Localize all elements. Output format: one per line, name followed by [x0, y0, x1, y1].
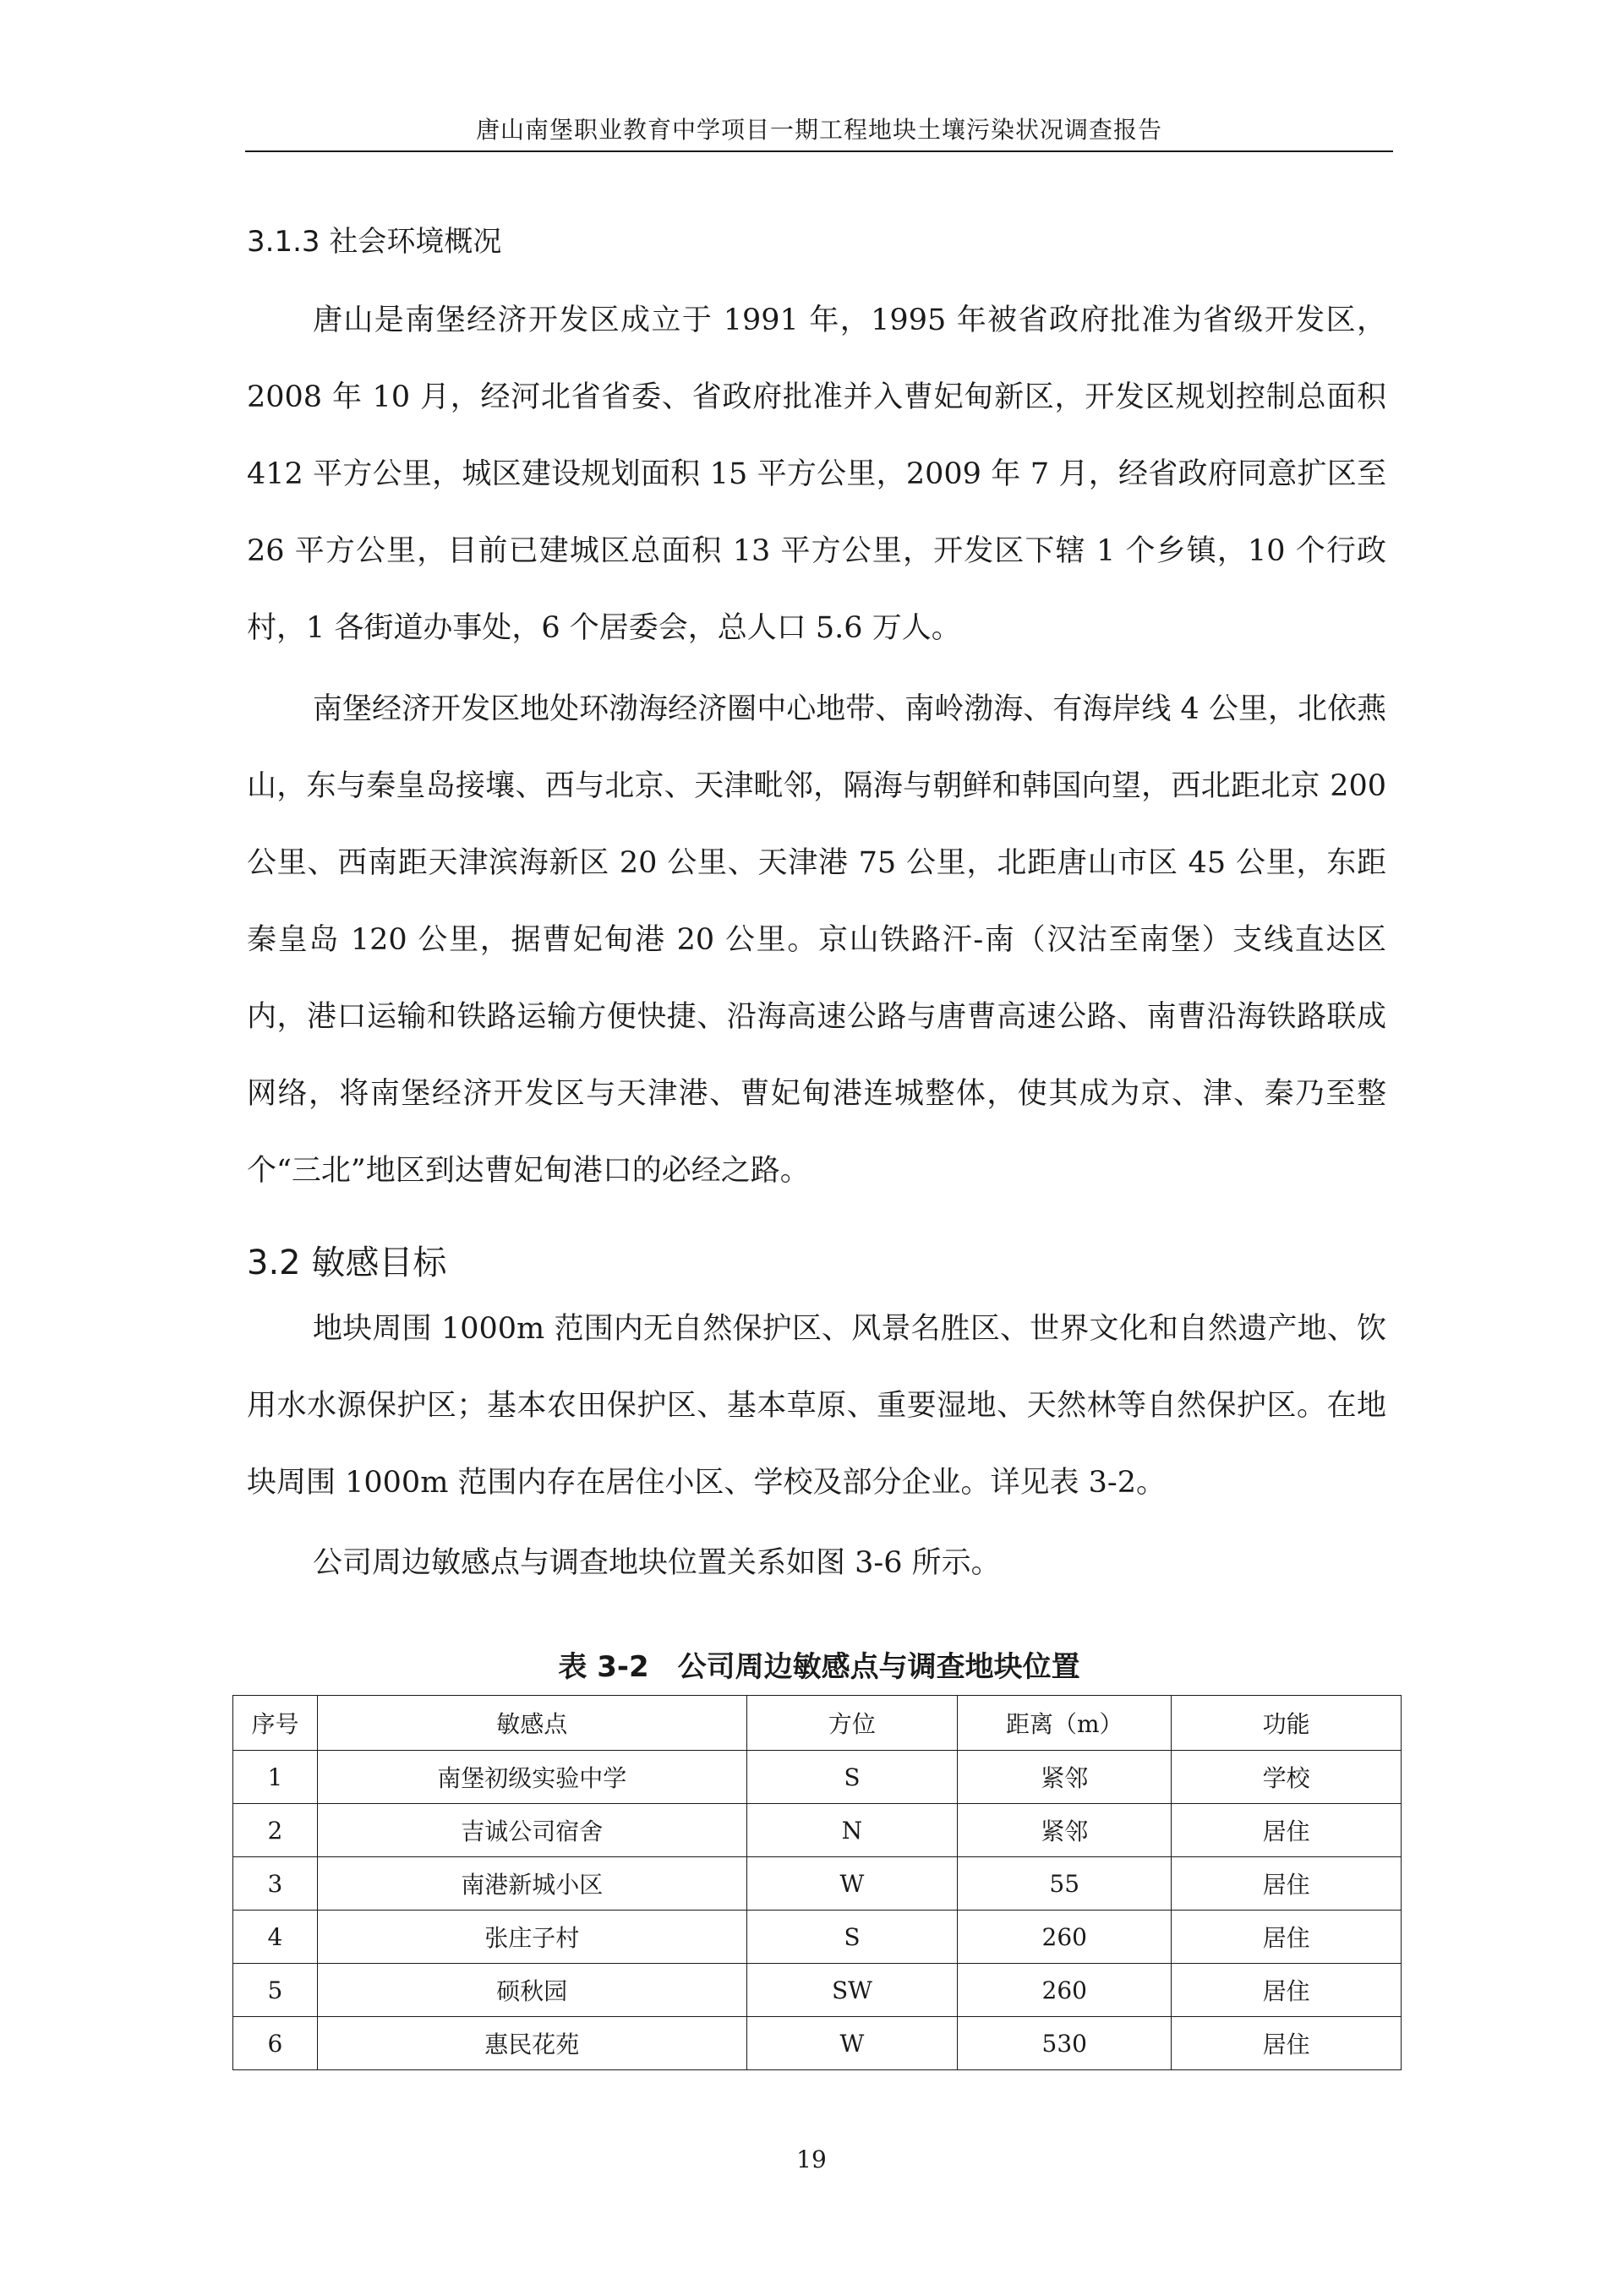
table-cell: 530	[958, 2017, 1172, 2070]
table-cell: 惠民花苑	[317, 2017, 746, 2070]
table-cell: S	[746, 1751, 958, 1804]
table-cell: 南港新城小区	[317, 1857, 746, 1911]
table-row	[233, 1857, 1402, 1911]
table-cell: 2	[233, 1804, 318, 1857]
table-row	[233, 1911, 1402, 1964]
table-cell: 1	[233, 1751, 318, 1804]
header-title: 唐山南堡职业教育中学项目一期工程地块土壤污染状况调查报告	[475, 116, 1162, 144]
table-cell: 硕秋园	[317, 1964, 746, 2017]
table-cell: SW	[746, 1964, 958, 2017]
table-cell: 3	[233, 1857, 318, 1911]
table-cell: 260	[958, 1964, 1172, 2017]
table-row	[233, 1804, 1402, 1857]
table-cell: 居住	[1172, 1911, 1402, 1964]
table-cell: 张庄子村	[317, 1911, 746, 1964]
table-cell: S	[746, 1911, 958, 1964]
table-cell: 55	[958, 1857, 1172, 1911]
table-row	[233, 2017, 1402, 2070]
table-cell: 5	[233, 1964, 318, 2017]
table-row	[233, 1964, 1402, 2017]
table-row	[233, 1751, 1402, 1804]
column-header-function: 功能	[1172, 1696, 1402, 1751]
column-header-sensitive-point: 敏感点	[317, 1696, 746, 1751]
paragraph-sensitive-targets: 地块周围 1000m 范围内无自然保护区、风景名胜区、世界文化和自然遗产地、饮用水水源保护区；基本农田保护区、基本草原、重要湿地、天然林等自然保护区。在地块周围 1000m 范围内存在居住小区、学校及部分企业。详见表 3-2。	[247, 1312, 1386, 1500]
table-cell: 居住	[1172, 1804, 1402, 1857]
table-cell: 吉诚公司宿舍	[317, 1804, 746, 1857]
table-cell: 居住	[1172, 1857, 1402, 1911]
page-number: 19	[796, 2146, 827, 2173]
table-cell: 紧邻	[958, 1804, 1172, 1857]
paragraph-figure-reference: 公司周边敏感点与调查地块位置关系如图 3-6 所示。	[313, 1546, 1001, 1580]
column-header-index: 序号	[233, 1696, 318, 1751]
table-cell: W	[746, 2017, 958, 2070]
table-cell: 紧邻	[958, 1751, 1172, 1804]
table-header-row	[233, 1696, 1402, 1751]
table-cell: 260	[958, 1911, 1172, 1964]
column-header-direction: 方位	[746, 1696, 958, 1751]
table-cell: W	[746, 1857, 958, 1911]
table-cell: N	[746, 1804, 958, 1857]
table-cell: 4	[233, 1911, 318, 1964]
sensitive-points-table	[232, 1695, 1402, 2070]
paragraph-location: 南堡经济开发区地处环渤海经济圈中心地带、南岭渤海、有海岸线 4 公里，北依燕山，东与秦皇岛接壤、西与北京、天津毗邻，隔海与朝鲜和韩国向望，西北距北京 200 公里、西南距天津滨海新区 20 公里、天津港 75 公里，北距唐山市区 45 公里，东距秦皇岛 120 公里，据曹妃甸港 20 公里。京山铁路汗-南（汉沽至南堡）支线直达区内，港口运输和铁路运输方便快捷、沿海高速公路与唐曹高速公路、南曹沿海铁路联成网络，将南堡经济开发区与天津港、曹妃甸港连城整体，使其成为京、津、秦乃至整个“三北”地区到达曹妃甸港口的必经之路。	[247, 692, 1386, 1188]
paragraph-social-environment: 唐山是南堡经济开发区成立于 1991 年，1995 年被省政府批准为省级开发区，2008 年 10 月，经河北省省委、省政府批准并入曹妃甸新区，开发区规划控制总面积 412 平方公里，城区建设规划面积 15 平方公里，2009 年 7 月，经省政府同意扩区至 26 平方公里，目前已建城区总面积 13 平方公里，开发区下辖 1 个乡镇，10 个行政村，1 各街道办事处，6 个居委会，总人口 5.6 万人。	[247, 303, 1386, 645]
section-heading-3-2: 3.2 敏感目标	[247, 1244, 447, 1282]
table-cell: 居住	[1172, 2017, 1402, 2070]
column-header-distance: 距离（m）	[958, 1696, 1172, 1751]
table-cell: 学校	[1172, 1751, 1402, 1804]
header-divider	[245, 150, 1393, 152]
table-cell: 南堡初级实验中学	[317, 1751, 746, 1804]
table-cell: 6	[233, 2017, 318, 2070]
table-caption: 表 3-2 公司周边敏感点与调查地块位置	[558, 1650, 1080, 1684]
section-heading-3-1-3: 3.1.3 社会环境概况	[247, 225, 502, 259]
table-cell: 居住	[1172, 1964, 1402, 2017]
